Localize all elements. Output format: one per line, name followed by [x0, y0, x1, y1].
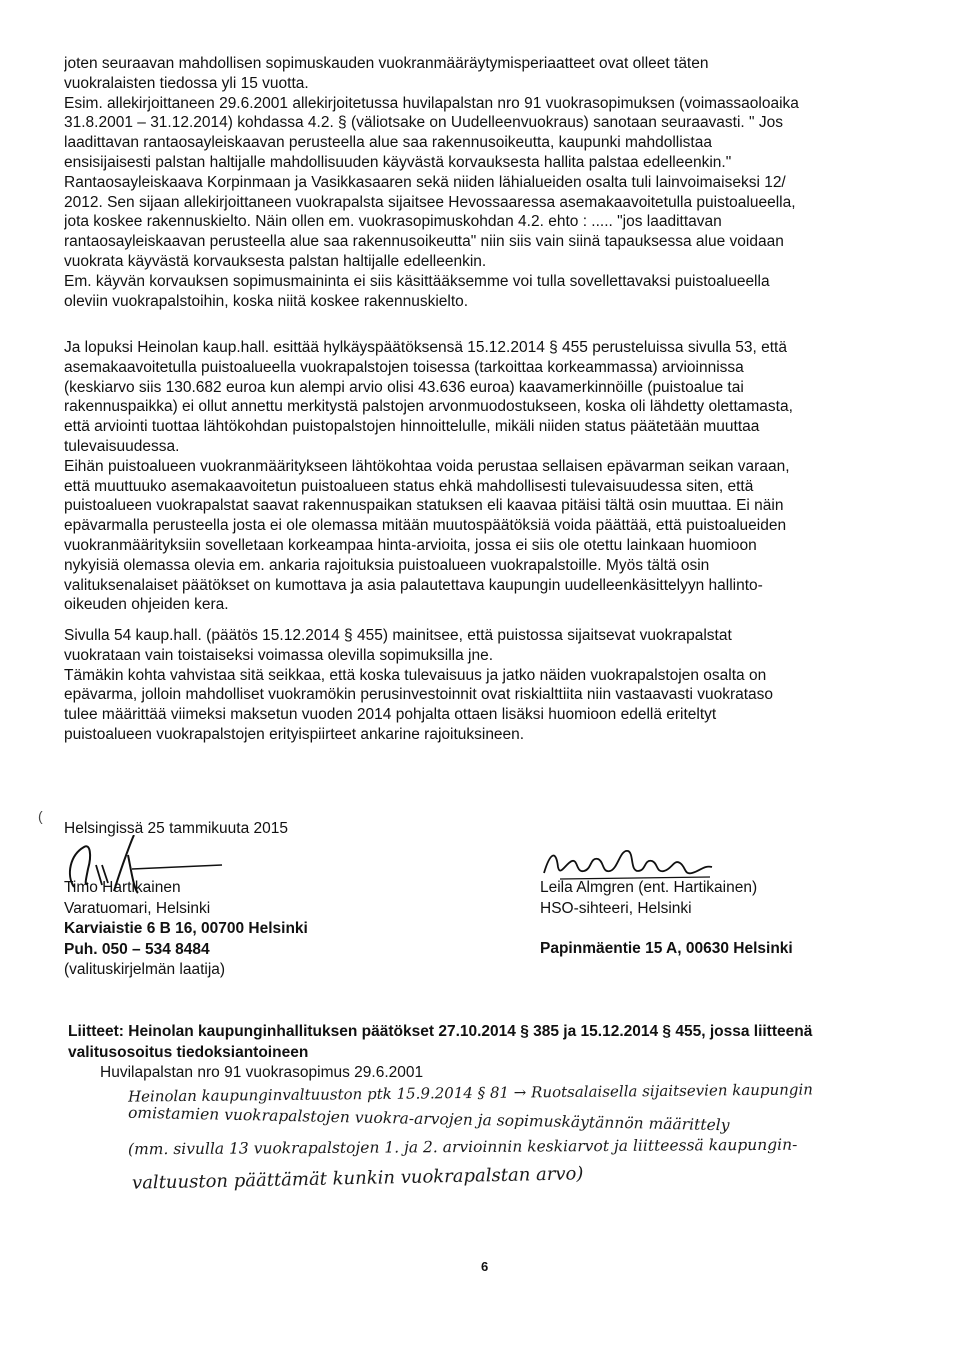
text-line: että muuttuuko asemakaavoitetun puistoalueen status ehkä mahdollisesti tulevaisuudessa siten, että — [64, 477, 754, 495]
page-number: 6 — [481, 1259, 489, 1274]
attachments-line: Huvilapalstan nro 91 vuokrasopimus 29.6.2001 — [100, 1064, 424, 1081]
text-line: Tämäkin kohta vahvistaa sitä seikkaa, että koska tulevaisuus ja jatko näiden vuokrapalstojen osalta on — [64, 666, 767, 684]
text-line: epävarma, jolloin mahdolliset vuokramökin perusinvestoinnit ovat riskialttiita niin vastaavasti vuokrataso — [64, 686, 774, 704]
text-line: (keskiarvo siis 130.682 euroa kun alempi arvio olisi 43.636 euroa) kaavamerkinnöille (puistoalue tai — [64, 378, 744, 396]
margin-bracket-mark: ( — [38, 808, 43, 824]
text-line: vuokrata käyvästä korvauksesta palstan haltijalle edelleenkin. — [64, 252, 487, 270]
handwritten-line: omistamien vuokrapalstojen vuokra-arvojen ja sopimuskäytännön määrittely — [127, 1103, 730, 1135]
signer-title: HSO-sihteeri, Helsinki — [540, 899, 692, 917]
signer-phone: Puh. 050 – 534 8484 — [64, 940, 210, 958]
signer-name: Leila Almgren (ent. Hartikainen) — [540, 879, 758, 896]
place-date: Helsingissä 25 tammikuuta 2015 — [64, 820, 289, 837]
text-line: Sivulla 54 kaup.hall. (päätös 15.12.2014 § 455) mainitsee, että puistossa sijaitsevat vuokrapalstat — [64, 627, 732, 644]
signer-address: Karviaistie 6 B 16, 00700 Helsinki — [64, 920, 308, 937]
attachments-line: Liitteet: Heinolan kaupunginhallituksen päätökset 27.10.2014 § 385 ja 15.12.2014 § 455, jossa liitteenä — [68, 1023, 813, 1040]
text-line: rakennuspaikka) ei ollut annettu merkitystä palstojen arvonmuodostukseen, koska oli lähdetty olettamasta, — [64, 398, 793, 416]
handwritten-line: valtuuston päättämät kunkin vuokrapalstan arvo) — [131, 1163, 584, 1194]
text-line: Rantaosayleiskaava Korpinmaan ja Vasikkasaaren sekä niiden lähialueiden osalta tuli lainvoimaiseksi 12/ — [64, 173, 786, 191]
text-line: joten seuraavan mahdollisen sopimuskauden vuokranmääräytymisperiaatteet ovat olleet täten — [64, 55, 709, 72]
text-line: 31.8.2001 – 31.12.2014) kohdassa 4.2. § (väliotsake on Uudelleenvuokraus) sanotaan seuraavasti. " Jos — [64, 114, 783, 132]
text-line: jota koskee rakennuskielto. Näin ollen em. vuokrasopimuskohdan 4.2. ehto : ..... "jos laadittavan — [64, 213, 722, 231]
paragraph-block-1 — [64, 54, 896, 311]
text-line: oleviin vuokrapalstoihin, koska niitä koskee rakennuskielto. — [64, 292, 469, 310]
text-line: Em. käyvän korvauksen sopimusmaininta ei siis käsittääksemme voi tulla sovellettavaksi puistoalueella — [64, 272, 770, 290]
text-line: laadittavan rantaosayleiskaavan perusteella alue saa rakennusoikeutta, kaupunki mahdollistaa — [64, 134, 712, 152]
signer-name: Timo Hartikainen — [64, 879, 181, 896]
handwritten-line: Heinolan kaupunginvaltuuston ptk 15.9.2014 § 81 → Ruotsalaisella sijaitsevien kaupungin — [127, 1080, 813, 1106]
paragraph-block-3 — [64, 626, 896, 745]
handwritten-line: (mm. sivulla 13 vuokrapalstojen 1. ja 2. arvioinnin keskiarvot ja liitteessä kaupungin- — [127, 1135, 798, 1159]
text-line: vuokralaisten tiedossa yli 15 vuotta. — [64, 74, 309, 92]
text-line: oikeuden ohjeiden kera. — [64, 596, 229, 614]
signer-role: (valituskirjelmän laatija) — [64, 961, 226, 978]
text-line: tulevaisuudessa. — [64, 437, 180, 455]
text-line: valituksenalaiset päätökset on kumottava ja asia palautettava kaupungin uudelleenkäsittelyyn hallinto- — [64, 576, 763, 594]
text-line: vuokranmäärityksiin sovelletaan korkeampaa hinta-arvioita, jossa ei siis ole otettu lainkaan huomioon — [64, 536, 757, 554]
text-line: Ja lopuksi Heinolan kaup.hall. esittää hylkäyspäätöksensä 15.12.2014 § 455 perusteluissa sivulla 53, että — [64, 339, 787, 356]
attachments-block — [68, 1022, 812, 1084]
text-line: 2012. Sen sijaan allekirjoittaneen vuokrapalsta sijaitsee Hevossaaressa asemakaavoitetulla puistoalueella, — [64, 193, 796, 211]
text-line: vuokrataan vain toistaiseksi voimassa olevilla sopimuksilla jne. — [64, 646, 494, 664]
text-line: nykyisiä olemassa olevia em. ankaria rajoituksia puistoalueen vuokrapalstoille. Myös tältä osin — [64, 556, 710, 574]
signer-right-block — [540, 878, 793, 960]
text-line: ensisijaisesti palstan haltijalle mahdollisuuden käyvästä korvauksesta hallita palstaa edelleenkin." — [64, 153, 732, 171]
text-line: puistoalueen vuokrapalstojen erityispiirteet ankarine rajoituksineen. — [64, 725, 525, 743]
text-line: epävarmalla perusteella josta ei ole olemassa mitään muutospäätöksiä voida päättää, että puistoalueiden — [64, 517, 787, 535]
signer-title: Varatuomari, Helsinki — [64, 899, 211, 917]
text-line: Eihän puistoalueen vuokranmääritykseen lähtökohtaa voida perustaa sellaisen epävarman seikan varaan, — [64, 457, 790, 475]
text-line: rantaosayleiskaavan perusteella alue saa rakennusoikeutta" niin siis vain siinä tapauksessa alue voidaan — [64, 233, 784, 251]
text-line: Esim. allekirjoittaneen 29.6.2001 allekirjoitetussa huvilapalstan nro 91 vuokrasopimuksen (voimassaoloaika — [64, 94, 799, 112]
paragraph-block-2 — [64, 338, 896, 615]
signature-right — [540, 843, 720, 883]
text-line: asemakaavoitetulla puistoalueella vuokrapalstojen toisessa (tarkoittaa korkeammassa) arvioinnissa — [64, 358, 744, 376]
text-line: tulee määrittää viimeksi maksetun vuoden 2014 pohjalta ottaen lisäksi huomioon edellä eriteltyt — [64, 706, 717, 724]
signer-left-block — [64, 878, 308, 981]
text-line: puistoalueen vuokrapalstat saavat rakennuspaikan statuksen eli kaavaa pitäisi tältä osin muuttaa. Ei näin — [64, 497, 784, 515]
text-line: että arviointi tuottaa lähtökohdan puistopalstojen hinnoittelulle, mikäli niiden status päätetään muuttaa — [64, 418, 760, 436]
attachments-line: valitusosoitus tiedoksiantoineen — [68, 1043, 309, 1061]
signer-address: Papinmäentie 15 A, 00630 Helsinki — [540, 940, 793, 957]
